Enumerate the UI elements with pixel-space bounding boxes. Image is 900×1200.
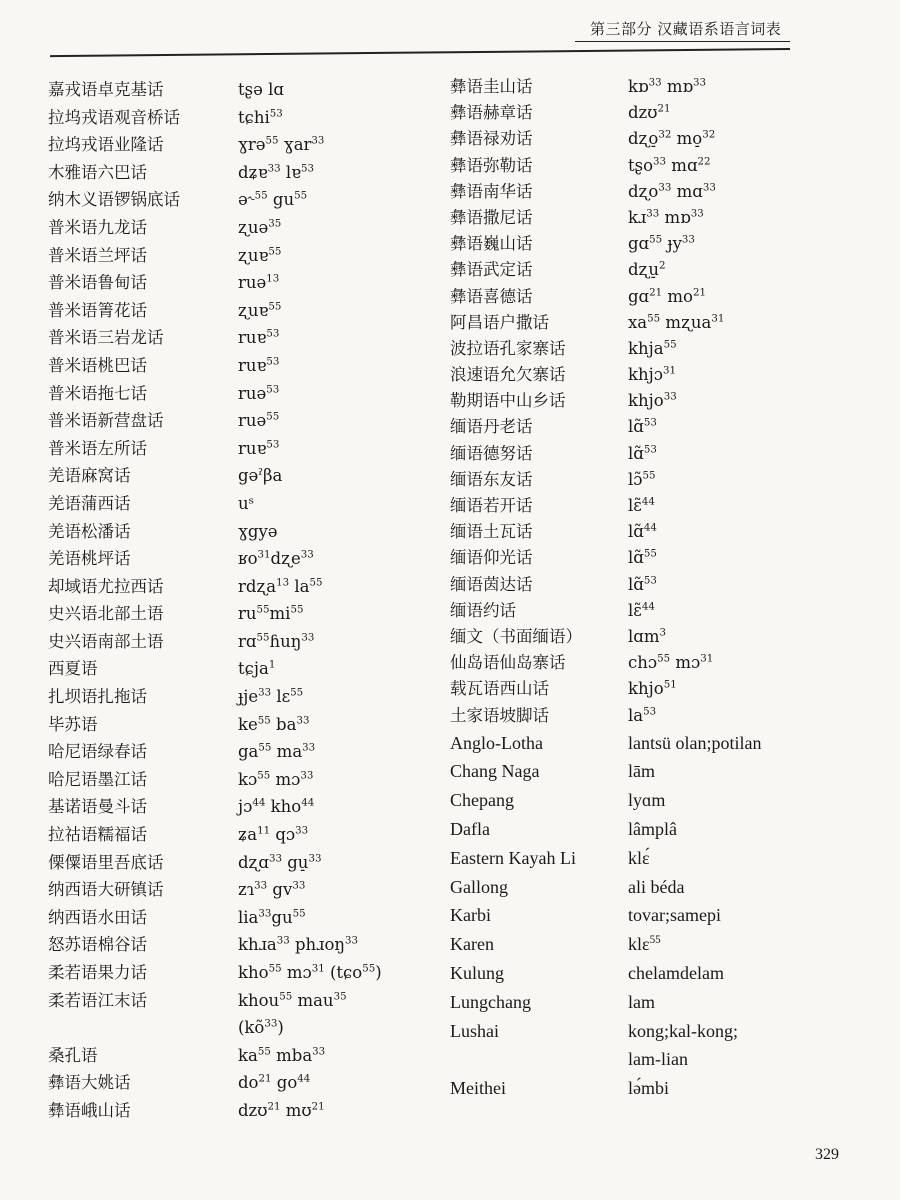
language-name: 史兴语北部土语 [48, 604, 164, 624]
language-name: 缅语约话 [450, 600, 516, 620]
word-form: lam [628, 991, 655, 1012]
word-form: lɛ̃$^{44}$ [628, 496, 655, 515]
word-form: $lia^{33}gu^{55}$ [238, 907, 306, 927]
language-name: Anglo-Lotha [450, 732, 543, 753]
word-form: ʐuə$^{35}$ [238, 217, 282, 237]
language-name: 缅语土瓦话 [450, 522, 533, 542]
word-form: dʐo̠$^{32}$ mo̠$^{32}$ [628, 129, 716, 149]
word-form: lə́mbi [628, 1078, 669, 1099]
word-form: lɑm$^3$ [628, 626, 667, 646]
language-name: 拉祜语糯福话 [48, 825, 147, 845]
word-form: rdʐa$^{13}$ $la^{55}$ [238, 576, 323, 596]
word-form: tʂə lɑ [238, 80, 284, 99]
language-name: 彝语峨山话 [48, 1100, 131, 1120]
language-name: 彝语圭山话 [450, 77, 533, 96]
word-form: dzʊ$^{21}$ [628, 103, 671, 123]
language-name: Karen [450, 934, 494, 955]
language-name: 羌语松潘话 [48, 521, 131, 541]
language-name: 缅语丹老话 [450, 417, 533, 437]
language-name: 普米语箐花话 [48, 300, 147, 320]
word-form: ali béda [628, 876, 685, 897]
language-name: 桑孔语 [48, 1045, 98, 1065]
language-name: 彝语赫章话 [450, 103, 533, 123]
word-form: lantsü olan;potilan [628, 732, 762, 753]
word-form: $ga^{55}$ $ma^{33}$ [238, 742, 316, 762]
language-name: Dafla [450, 819, 490, 840]
language-name [48, 1014, 223, 1042]
word-form: kɔ$^{55}$ mɔ$^{33}$ [238, 769, 314, 789]
word-form: lɑ̃$^{53}$ [628, 574, 657, 594]
language-name: 缅语仰光话 [450, 548, 533, 568]
language-name: 阿昌语户撒话 [450, 312, 549, 332]
language-name: 缅语德努话 [450, 443, 533, 463]
word-form: dzʊ$^{21}$ mʊ$^{21}$ [238, 1100, 325, 1120]
word-form: chelamdelam [628, 963, 724, 984]
word-form: ʑa$^{11}$ qɔ$^{33}$ [238, 825, 309, 845]
page-number: 329 [815, 1146, 839, 1163]
language-name: 普米语新营盘话 [48, 411, 164, 431]
language-name: Kulung [450, 963, 504, 984]
language-name: 彝语武定话 [450, 260, 533, 280]
running-header: 第三部分 汉藏语系语言词表 [590, 20, 782, 38]
word-form: lɑ̃$^{44}$ [628, 522, 657, 542]
word-form: ruɐ$^{53}$ [238, 328, 280, 348]
word-form: $ka^{55}$ mba$^{33}$ [238, 1045, 326, 1065]
word-form: lɑ̃$^{53}$ [628, 443, 657, 463]
word-form: tɕhi$^{53}$ [238, 107, 283, 127]
word-form: gɑ$^{55}$ ɟy$^{33}$ [628, 234, 695, 254]
word-form: ruə$^{53}$ [238, 383, 280, 403]
language-name: 普米语左所话 [48, 438, 147, 458]
word-form: ʐuɐ$^{55}$ [238, 245, 282, 265]
word-form: ruɐ$^{53}$ [238, 438, 280, 458]
word-form: gɑ$^{21}$ $mo^{21}$ [628, 286, 706, 306]
language-name: 彝语南华话 [450, 181, 533, 201]
word-form: lɛ̃$^{44}$ [628, 600, 655, 620]
language-name: 普米语桃巴话 [48, 355, 147, 375]
language-name: 纳木义语锣锅底话 [48, 190, 180, 210]
header-rule [575, 41, 790, 42]
word-form: chɔ$^{55}$ mɔ$^{31}$ [628, 653, 714, 673]
language-name: 缅文（书面缅语） [450, 626, 582, 646]
language-name: Lungchang [450, 991, 531, 1012]
word-form: dʐu̠$^2$ [628, 260, 666, 280]
language-name: 基诺语曼斗话 [48, 797, 147, 817]
language-name: 怒苏语棉谷话 [48, 935, 147, 955]
language-name: Chepang [450, 790, 514, 811]
language-name: 木雅语六巴话 [48, 162, 147, 182]
language-name: 彝语喜德话 [450, 286, 533, 306]
language-name: 柔若语江末话 [48, 990, 147, 1010]
language-name [450, 1045, 630, 1074]
word-form: klɛ$^{55}$ [628, 934, 661, 955]
word-form: kɒ$^{33}$ mɒ$^{33}$ [628, 77, 707, 96]
left-language-names [48, 76, 223, 1125]
word-form: $(kõ^{33})$ [238, 1018, 284, 1038]
word-form: kong;kal-kong; [628, 1020, 738, 1041]
left-word-forms [238, 76, 438, 1125]
word-form: zɿ$^{33}$ $gv^{33}$ [238, 880, 306, 900]
language-name: Gallong [450, 876, 508, 897]
language-name: 彝语大姚话 [48, 1073, 131, 1093]
word-form: lɔ̃$^{55}$ [628, 469, 656, 489]
language-name: 土家语坡脚话 [450, 705, 549, 725]
language-name: 彝语禄劝话 [450, 129, 533, 149]
word-form: $ru^{55}mi^{55}$ [238, 604, 304, 624]
language-name: 羌语麻窝话 [48, 466, 131, 486]
language-name: 彝语撒尼话 [450, 207, 533, 227]
word-form: khjo$^{33}$ [628, 391, 677, 411]
language-name: 载瓦语西山话 [450, 679, 549, 699]
language-name: 嘉戎语卓克基话 [48, 80, 164, 99]
language-name: 彝语巍山话 [450, 234, 533, 254]
language-name: 普米语三岩龙话 [48, 328, 164, 348]
word-form: jɔ$^{44}$ kho$^{44}$ [238, 797, 315, 817]
word-form: dʐɑ$^{33}$ gu̠$^{33}$ [238, 852, 322, 872]
word-form: lɑ̃$^{53}$ [628, 417, 657, 437]
language-name: 普米语九龙话 [48, 217, 147, 237]
word-form: khjɔ$^{31}$ [628, 365, 676, 385]
word-form: $ke^{55}$ $ba^{33}$ [238, 714, 310, 734]
language-name: 却域语尤拉西话 [48, 576, 164, 596]
word-form: tovar;samepi [628, 905, 721, 926]
word-form: kɹ$^{33}$ mɒ$^{33}$ [628, 207, 704, 227]
language-name: 拉坞戎语观音桥话 [48, 107, 180, 127]
word-form: lam-lian [628, 1049, 688, 1070]
word-form: tɕja$^1$ [238, 659, 276, 679]
word-form: khou$^{55}$ mau$^{35}$ [238, 990, 347, 1010]
right-language-names [450, 74, 630, 1103]
language-name: 普米语兰坪话 [48, 245, 147, 265]
language-name: 仙岛语仙岛寨话 [450, 653, 566, 673]
language-name: 西夏语 [48, 659, 98, 679]
language-name: 羌语蒲西话 [48, 493, 131, 513]
language-name: 傈僳语里吾底话 [48, 852, 164, 872]
language-name: 拉坞戎语业隆话 [48, 135, 164, 155]
language-name: 扎坝语扎拖话 [48, 687, 147, 707]
word-form: gəˀβa [238, 466, 283, 486]
word-form: ɟje$^{33}$ lɛ$^{55}$ [238, 687, 304, 707]
word-form: tʂo$^{33}$ mɑ$^{22}$ [628, 155, 711, 175]
page-rule [50, 48, 790, 57]
word-form: ruɐ$^{53}$ [238, 355, 280, 375]
word-form: klɛ́ [628, 847, 650, 868]
word-form: dʐo$^{33}$ mɑ$^{33}$ [628, 181, 716, 201]
word-form: ruə$^{55}$ [238, 411, 280, 431]
language-name: 羌语桃坪话 [48, 549, 131, 569]
language-name: Eastern Kayah Li [450, 847, 576, 868]
language-name: Meithei [450, 1078, 506, 1099]
word-form: rɑ$^{55}$ɦuŋ$^{33}$ [238, 631, 315, 651]
language-name: 缅语茵达话 [450, 574, 533, 594]
word-form: ʁo$^{31}$dʐe$^{33}$ [238, 549, 314, 569]
word-form: lâmplâ [628, 819, 677, 840]
language-name: Karbi [450, 905, 491, 926]
word-form: lām [628, 761, 655, 782]
word-form: $la^{53}$ [628, 705, 657, 725]
language-name: 史兴语南部土语 [48, 631, 164, 651]
language-name: Chang Naga [450, 761, 540, 782]
word-form: lyɑm [628, 790, 666, 811]
word-form: uˢ [238, 493, 255, 513]
language-name: 彝语弥勒话 [450, 155, 533, 175]
word-form: $do^{21}$ $go^{44}$ [238, 1073, 311, 1093]
language-name: 波拉语孔家寨话 [450, 338, 566, 358]
word-form: $xa^{55}$ mʐua$^{31}$ [628, 312, 725, 332]
word-form: khɹa$^{33}$ phɹoŋ$^{33}$ [238, 935, 359, 955]
word-form: dʑɐ$^{33}$ lɐ$^{53}$ [238, 162, 315, 182]
word-form: ʐuɐ$^{55}$ [238, 300, 282, 320]
word-form: ruə$^{13}$ [238, 273, 280, 293]
word-form: lɑ̃$^{55}$ [628, 548, 657, 568]
language-name: 柔若语果力话 [48, 963, 147, 982]
word-form: ə˞$^{55}$ $gu^{55}$ [238, 190, 308, 210]
language-name: 毕苏语 [48, 714, 98, 734]
language-name: 普米语鲁甸话 [48, 273, 147, 293]
right-word-forms [628, 74, 828, 1103]
language-name: 纳西语大研镇话 [48, 880, 164, 900]
language-name: 勒期语中山乡话 [450, 391, 566, 411]
word-form: ɣgyə [238, 521, 278, 541]
word-form: khjo$^{51}$ [628, 679, 677, 699]
word-form: ɣrə$^{55}$ ɣar$^{33}$ [238, 135, 325, 155]
language-name: 普米语拖七话 [48, 383, 147, 403]
language-name: 缅语若开话 [450, 496, 533, 515]
word-form: khja$^{55}$ [628, 338, 677, 358]
language-name: 纳西语水田话 [48, 907, 147, 927]
language-name: 浪速语允欠寨话 [450, 365, 566, 385]
language-name: Lushai [450, 1020, 499, 1041]
language-name: 缅语东友话 [450, 469, 533, 489]
language-name: 哈尼语墨江话 [48, 769, 147, 789]
word-form: kho$^{55}$ mɔ$^{31}$ (tɕo$^{55}$) [238, 963, 382, 982]
language-name: 哈尼语绿春话 [48, 742, 147, 762]
